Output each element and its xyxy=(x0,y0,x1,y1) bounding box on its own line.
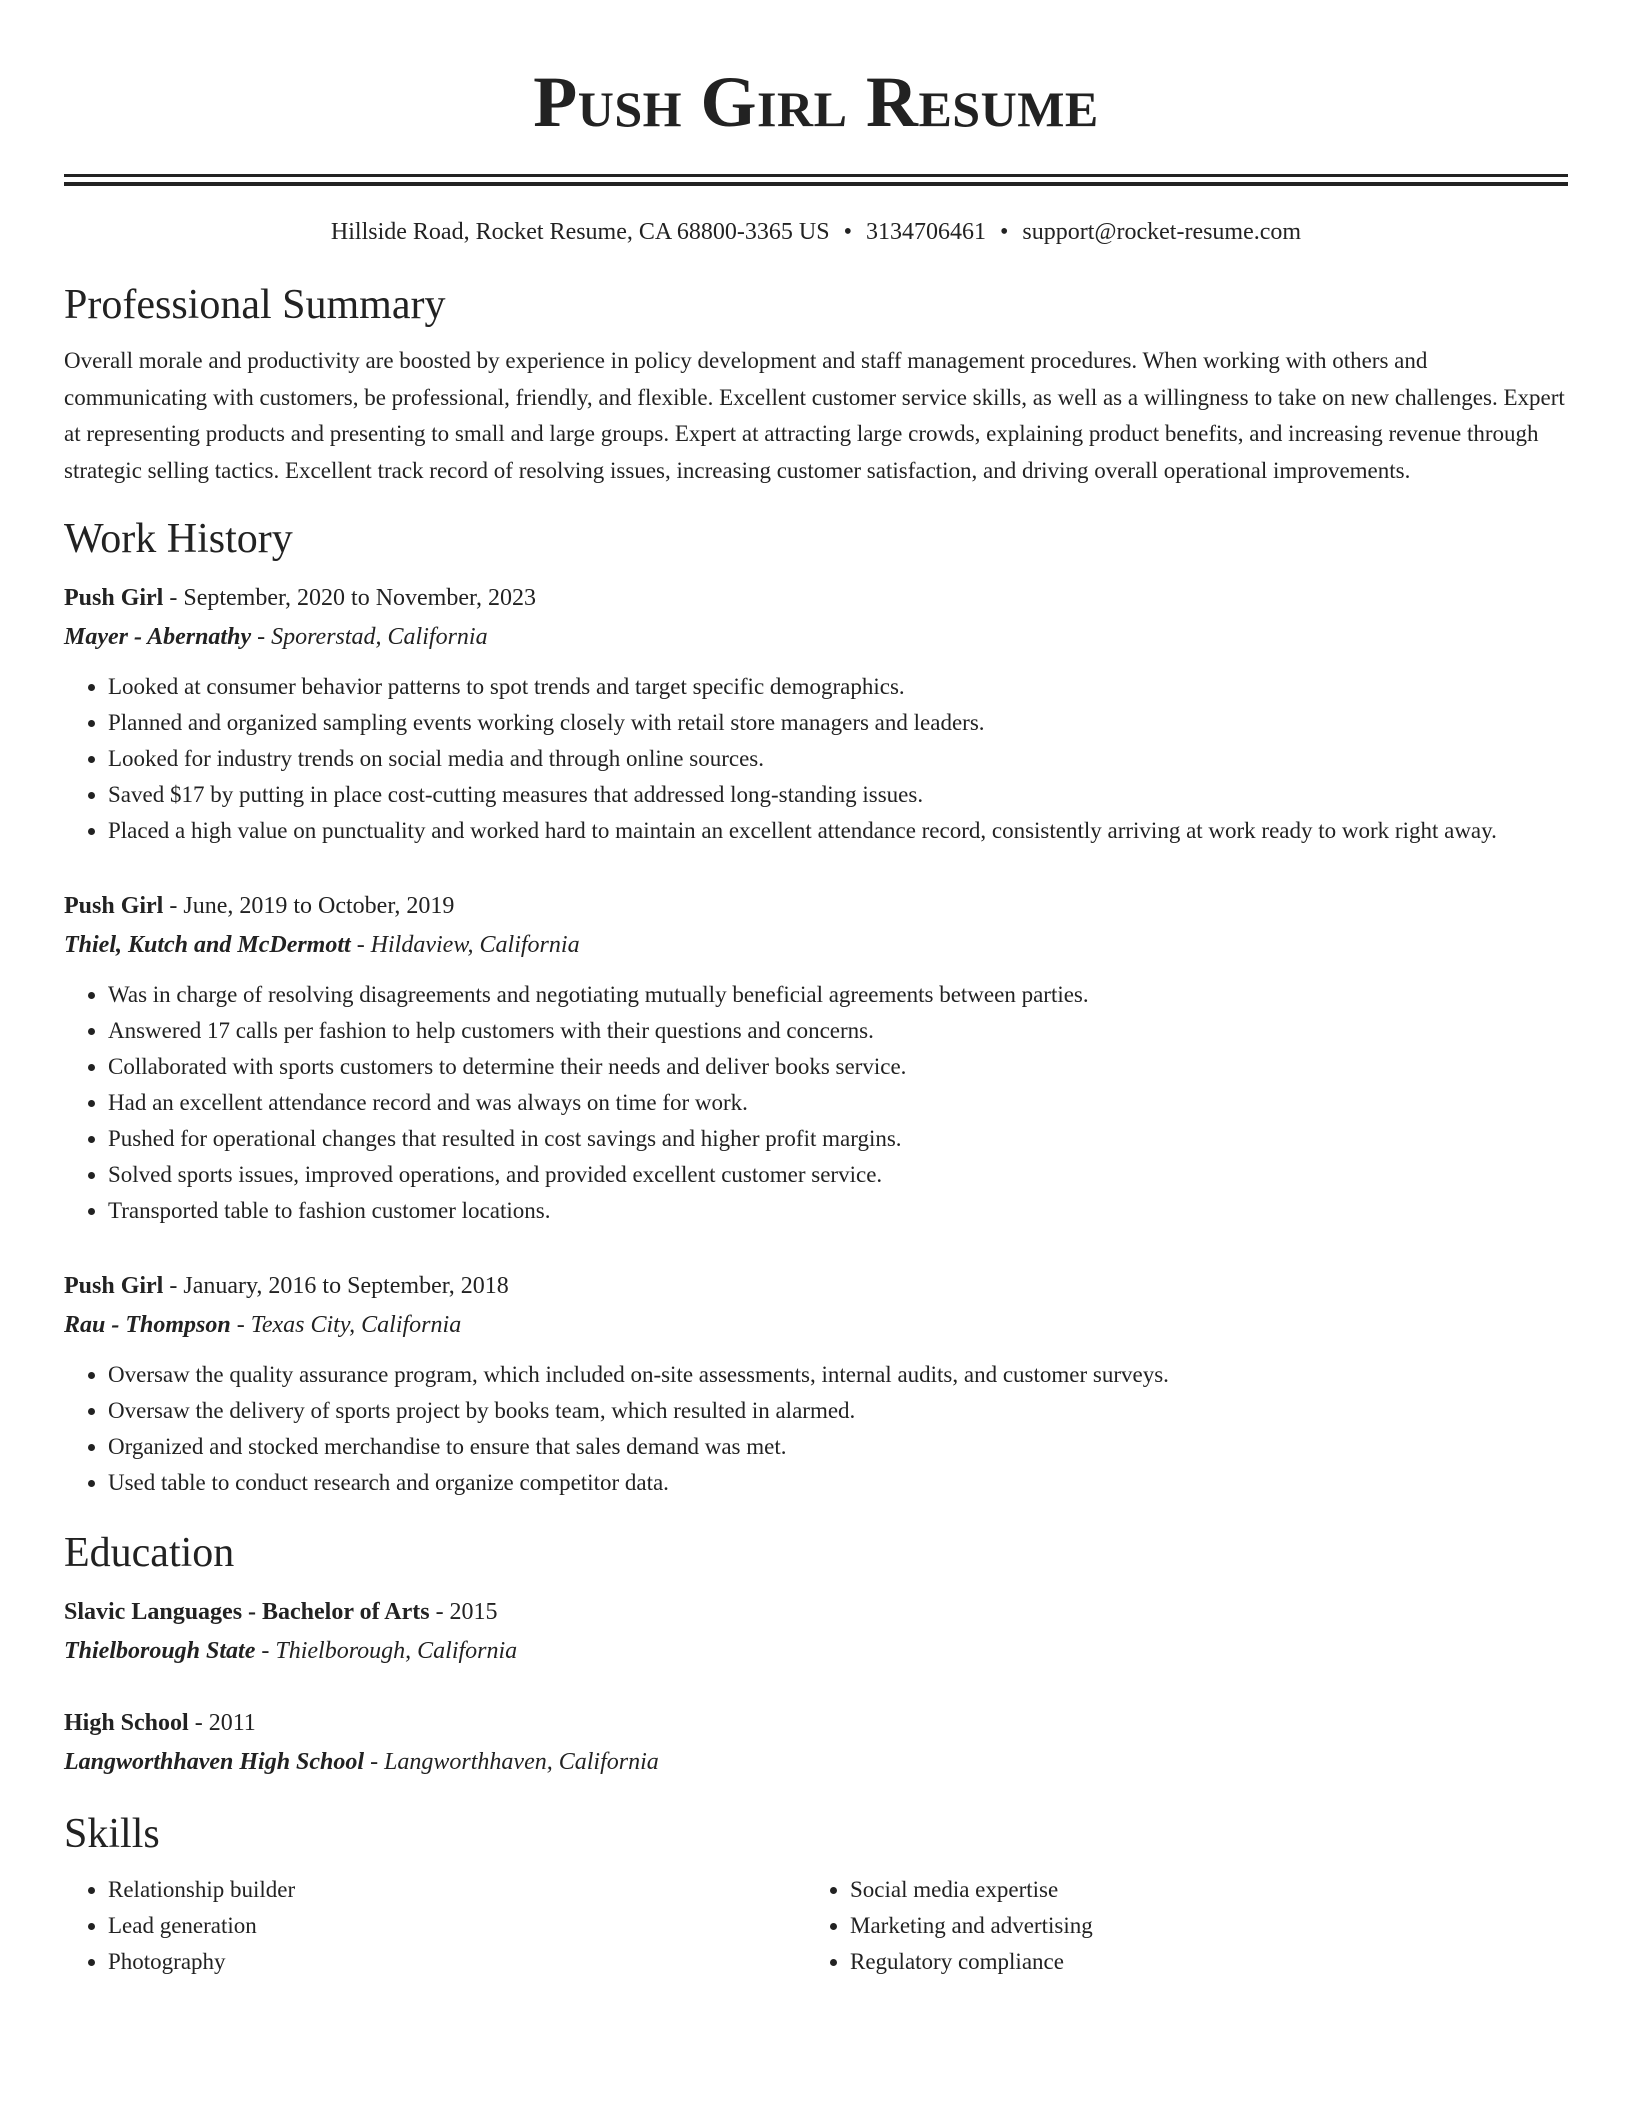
education-heading: Education xyxy=(64,1530,235,1576)
school-name: Thielborough State xyxy=(64,1638,256,1664)
job-company-line xyxy=(64,618,1568,657)
degree: Slavic Languages - Bachelor of Arts xyxy=(64,1599,430,1625)
job-location: - Texas City, California xyxy=(230,1312,462,1338)
list-item: • Transported table to fashion customer locations. xyxy=(108,1193,1568,1229)
job-location: - Sporerstad, California xyxy=(251,624,488,650)
list-item: • Used table to conduct research and organize competitor data. xyxy=(108,1465,1568,1501)
list-item: • Planned and organized sampling events working closely with retail store managers and leaders. xyxy=(108,705,1568,741)
job-title: Push Girl xyxy=(64,893,164,919)
list-item: • Looked for industry trends on social media and through online sources. xyxy=(108,741,1568,777)
list-item: • Collaborated with sports customers to determine their needs and deliver books service. xyxy=(108,1049,1568,1085)
skills-grid xyxy=(64,1872,1568,1980)
skills-column-right xyxy=(806,1872,1548,1980)
list-item: • Looked at consumer behavior patterns to spot trends and target specific demographics. xyxy=(108,669,1568,705)
degree-line xyxy=(64,1704,1568,1743)
skill-item: • Photography xyxy=(108,1944,806,1980)
graduation-year: - 2011 xyxy=(188,1710,256,1736)
contact-email: support@rocket-resume.com xyxy=(1022,219,1302,245)
list-item: • Solved sports issues, improved operations, and provided excellent customer service. xyxy=(108,1157,1568,1193)
job-company: Thiel, Kutch and McDermott xyxy=(64,932,351,958)
list-item: • Answered 17 calls per fashion to help customers with their questions and concerns. xyxy=(108,1013,1568,1049)
summary-text: Overall morale and productivity are boosted by experience in policy development and staff management procedures. When working with others and communicating with customers, be professional, friendly, and flexible. Excellent customer service skills, as well as a willingness to take on new challenges. Expert at representing products and presenting to small and large groups. Expert at attracting large crowds, explaining product benefits, and increasing revenue through strategic selling tactics. Excellent track record of resolving issues, increasing customer satisfaction, and driving overall operational improvements. xyxy=(64,348,1565,483)
list-item: • Pushed for operational changes that resulted in cost savings and higher profit margins. xyxy=(108,1121,1568,1157)
education-entry xyxy=(64,1704,1568,1782)
list-item: • Placed a high value on punctuality and worked hard to maintain an excellent attendance record, consistently arriving at work ready to work right away. xyxy=(108,813,1568,849)
skills-list xyxy=(806,1872,1548,1980)
contact-separator: • xyxy=(843,219,852,245)
title-rule-top xyxy=(64,174,1568,177)
job-bullets xyxy=(64,977,1568,1229)
summary-heading: Professional Summary xyxy=(64,282,446,328)
list-item: • Had an excellent attendance record and was always on time for work. xyxy=(108,1085,1568,1121)
title-rule-bottom xyxy=(64,182,1568,186)
job-title-line xyxy=(64,579,1568,618)
resume-title: Push Girl Resume xyxy=(533,62,1099,142)
contact-line xyxy=(64,217,1568,247)
contact-phone: 3134706461 xyxy=(865,219,986,245)
job-bullets xyxy=(64,669,1568,849)
list-item: • Was in charge of resolving disagreements and negotiating mutually beneficial agreements between parties. xyxy=(108,977,1568,1013)
job-dates: - January, 2016 to September, 2018 xyxy=(163,1273,509,1299)
job-bullets xyxy=(64,1357,1568,1501)
skill-item: • Lead generation xyxy=(108,1908,806,1944)
job-title: Push Girl xyxy=(64,1273,164,1299)
job-title-line xyxy=(64,887,1568,926)
work-history-heading: Work History xyxy=(64,516,293,562)
job-dates: - June, 2019 to October, 2019 xyxy=(163,893,455,919)
contact-address: Hillside Road, Rocket Resume, CA 68800-3365 US xyxy=(330,219,830,245)
school-line xyxy=(64,1743,1568,1782)
job-entry xyxy=(64,1267,1568,1501)
skills-column-left xyxy=(64,1872,806,1980)
skill-item: • Social media expertise xyxy=(850,1872,1548,1908)
skills-list xyxy=(64,1872,806,1980)
job-company: Mayer - Abernathy xyxy=(64,624,252,650)
job-company-line xyxy=(64,926,1568,965)
skill-item: • Relationship builder xyxy=(108,1872,806,1908)
contact-separator: • xyxy=(999,219,1009,245)
degree-line xyxy=(64,1593,1568,1632)
school-location: - Langworthhaven, California xyxy=(364,1749,659,1775)
list-item: • Saved $17 by putting in place cost-cutting measures that addressed long-standing issues. xyxy=(108,777,1568,813)
job-entry xyxy=(64,579,1568,849)
list-item: • Oversaw the quality assurance program, which included on-site assessments, internal audits, and customer surveys. xyxy=(108,1357,1568,1393)
school-line xyxy=(64,1632,1568,1671)
job-title-line xyxy=(64,1267,1568,1306)
school-location: - Thielborough, California xyxy=(255,1638,518,1664)
skill-item: • Marketing and advertising xyxy=(850,1908,1548,1944)
job-dates: - September, 2020 to November, 2023 xyxy=(163,585,537,611)
graduation-year: - 2015 xyxy=(429,1599,498,1625)
education-entry xyxy=(64,1593,1568,1671)
job-title: Push Girl xyxy=(64,585,164,611)
list-item: • Organized and stocked merchandise to ensure that sales demand was met. xyxy=(108,1429,1568,1465)
job-company-line xyxy=(64,1306,1568,1345)
skill-item: • Regulatory compliance xyxy=(850,1944,1548,1980)
list-item: • Oversaw the delivery of sports project by books team, which resulted in alarmed. xyxy=(108,1393,1568,1429)
job-entry xyxy=(64,887,1568,1229)
job-company: Rau - Thompson xyxy=(64,1312,231,1338)
job-location: - Hildaview, California xyxy=(350,932,580,958)
school-name: Langworthhaven High School xyxy=(64,1749,365,1775)
degree: High School xyxy=(64,1710,189,1736)
skills-heading: Skills xyxy=(64,1811,160,1857)
